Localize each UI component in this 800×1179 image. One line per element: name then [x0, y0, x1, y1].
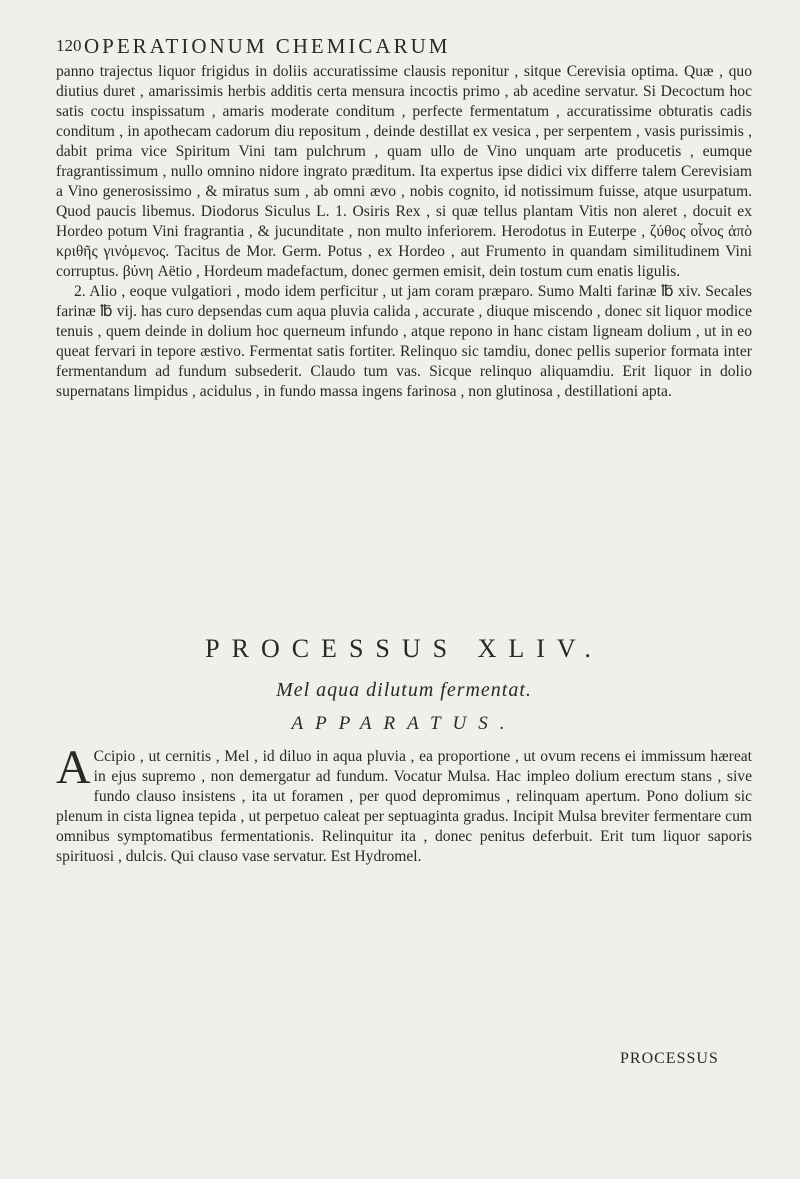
body-text — [56, 62, 752, 402]
process-subtitle: Mel aqua dilutum fermentat. — [276, 679, 532, 701]
page-header — [56, 34, 746, 64]
process-title: PROCESSUS XLIV. — [205, 634, 603, 663]
page-number: 120 — [56, 36, 82, 55]
process-body — [56, 741, 752, 867]
paragraph: panno trajectus liquor frigidus in doliis accuratissime clausis reponitur , sitque Cerevisia optima. Quæ , quo diutius duret , amarissimis herbis additis certa mensura incoctis primo , ab acedine servatur. Si Decoctum hoc satis coctu inspissatum , amaris moderate conditum , perfecte fermentatum , accuratissime obturatis cadis conditum , in apothecam cadorum diu repositum , deinde destillat ex vesica , per serpentem , vasis purissimis , dabit prima vice Spiritum Vini tam pulchrum , quam ullo de Vino unquam arte producetis , eumque fragrantissimum , nullo omnino nidore ingrato præditum. Ita expertus ipse didici vix differre talem Cerevisiam a Vino generosissimo , & miratus sum , ab omni ævo , nobis cognito, id notissimum fuisse, atque usurpatum. Quod paucis libemus. Diodorus Siculus L. 1. Osiris Rex , si quæ tellus plantam Vitis non aleret , docuit ex Hordeo potum Vini fragrantia , & jucunditate , non multo inferiorem. Herodotus in Euterpe , ζύθος οἶνος ἀπὸ κριθῆς γινόμενος. Tacitus de Mor. Germ. Potus , ex Hordeo , aut Frumento in quandam similitudinem Vini corruptus. βύνη Aëtio , Hordeum madefactum, donec germen emisit, dein tostum cum enatis ligulis. — [56, 63, 752, 280]
paragraph: 2. Alio , eoque vulgatiori , modo idem perficitur , ut jam coram præparo. Sumo Malti farinæ ℔ xiv. Secales farinæ ℔ vij. has curo depsendas cum aqua pluvia calida , accurate , diuque miscendo , donec sit liquor modice tenuis , quem deinde in dolium hoc querneum infundo , atque repono in hanc cistam ligneam dolium , ut in eo queat fervari in tepore æstivo. Fermentat satis fortiter. Relinquo sic tamdiu, donec pellis superior formata inter fermentandum ad fundum subsederit. Claudo tum vas. Sicque relinquo aliquamdiu. Erit liquor in dolio supernatans limpidus , acidulus , in fundo massa ingens farinosa , non glutinosa , destillationi apta. — [56, 283, 752, 400]
paragraph-text: Ccipio , ut cernitis , Mel , id diluo in aqua pluvia , ea proportione , ut ovum recens ei immissum hæreat in ejus supremo , non demergatur ad fundum. Vocatur Mulsa. Hac impleo dolium erectum stans , sive fundo clauso insistens , ita ut foramen , per quod depromimus , relinquam apertum. Pono dolium sic plenum in cista lignea tepida , ut perpetuo caleat per septuaginta gradus. Incipit Mulsa breviter fermentare cum omnibus symptomatibus fermentationis. Relinquitur ita , donec penitus deferbuit. Erit tum liquor saporis spirituosi , dulcis. Qui clauso vase servatur. Est Hydromel. — [56, 748, 752, 865]
section-label: APPARATUS. — [291, 713, 517, 734]
catchword: PROCESSUS — [620, 1050, 719, 1067]
paragraph — [56, 741, 752, 867]
drop-cap: A — [56, 741, 91, 794]
running-title: OPERATIONUM CHEMICARUM — [84, 34, 451, 58]
